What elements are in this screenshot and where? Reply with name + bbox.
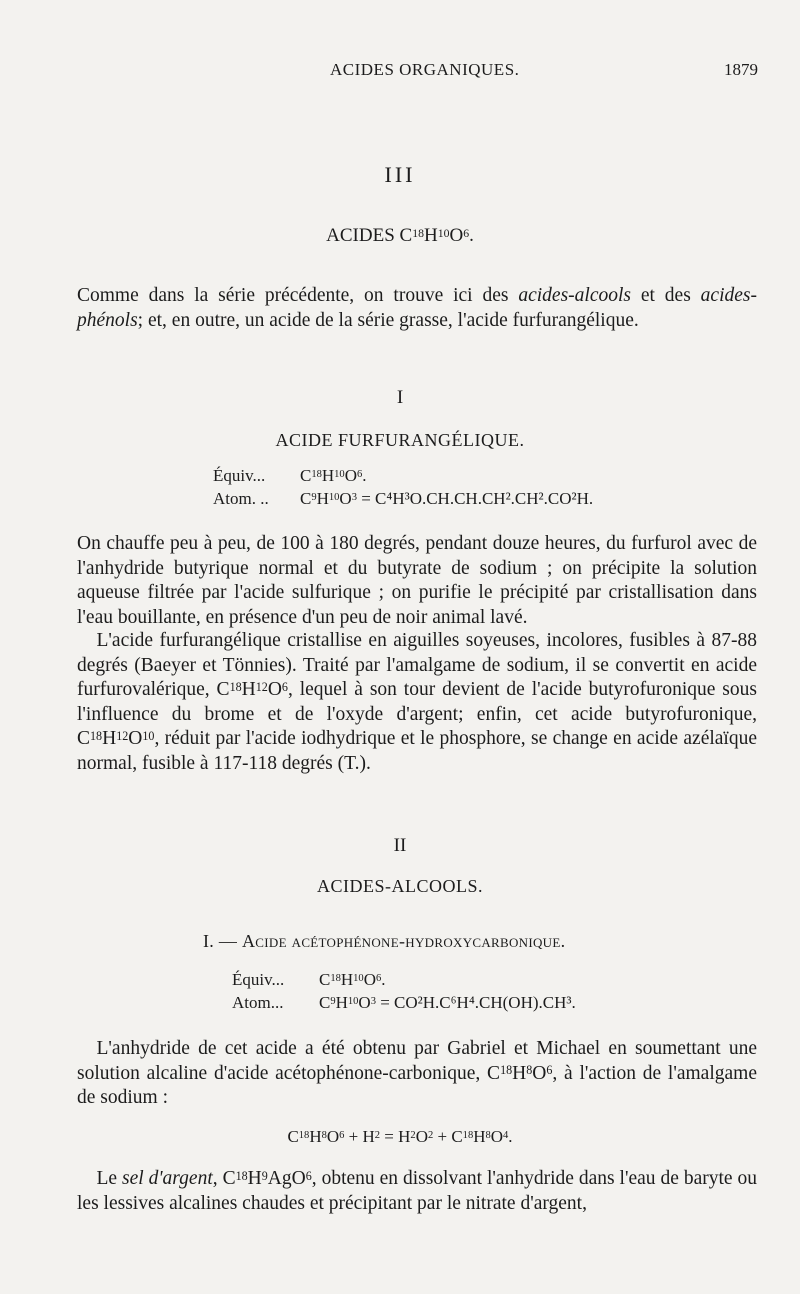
intro-paragraph: Comme dans la série précédente, on trouve ici des acides-alcools et des acides-phénols; et, en outre, un acide de la série grasse, l'acide furfurangélique. (77, 285, 757, 331)
part1-paragraph-2: L'acide furfurangélique cristallise en aiguilles soyeuses, incolores, fusibles à 87-88 degrés (Baeyer et Tönnies). Traité par l'amalgame de sodium, il se convertit en acide furfurovalérique, $C^{18}H^{12}O^6$, lequel à son tour devient de l'acide butyrofuronique sous l'influence du brome et de l'oxyde d'argent; enfin, cet acide butyrofuronique, $C^{18}H^{12}O^{10}$, réduit par l'acide iodhydrique et le phosphore, se change en acide azélaïque normal, fusible à 117-118 degrés (T.). (77, 630, 757, 774)
part2-title: ACIDES-ALCOOLS. (316, 876, 483, 896)
part1-number: I (396, 387, 404, 408)
atom-line: Atom. .. $C^9H^{10}O^3 = C^4H^3O.CH.CH.CH^2.CH^2.CO^2H$. (213, 489, 594, 508)
part1-title: ACIDE FURFURANGÉLIQUE. (275, 430, 525, 450)
part1-formula-block (213, 464, 593, 510)
equiv-line-2: Équiv... $C^{18}H^{10}O^6$. (232, 970, 386, 989)
part2-subtitle: I. — Acide acétophénone-hydroxycarbonique. (203, 931, 566, 951)
part1-paragraph-1: On chauffe peu à peu, de 100 à 180 degrés, pendant douze heures, du furfurol avec de l'anhydride butyrique normal et du butyrate de sodium ; on précipite la solution aqueuse filtrée par l'acide sulfurique ; on purifie le précipité par cristallisation dans l'eau bouillante, en présence d'un peu de noir animal lavé. (77, 533, 757, 628)
part2-number: II (393, 835, 407, 856)
section-title: ACIDES $C^{18}H^{10}O^6$. (326, 225, 474, 246)
part2-paragraph-1: L'anhydride de cet acide a été obtenu par Gabriel et Michael en soumettant une solution alcaline d'acide acétophénone-carbonique, $C^{18}H^8O^6$, à l'action de l'amalgame de sodium : (77, 1038, 757, 1108)
page-number: 1879 (724, 60, 758, 79)
atom-line-2: Atom... $C^9H^{10}O^3 = CO^2H.C^6H^4.CH(OH).CH^3$. (232, 993, 576, 1012)
reaction-equation: $C^{18}H^8O^6 + H^2 = H^2O^2 + C^{18}H^8O^4$. (287, 1127, 513, 1146)
running-title: ACIDES ORGANIQUES. (330, 60, 520, 79)
section-number: III (384, 162, 416, 187)
part2-formula-block (232, 968, 576, 1014)
part2-paragraph-2: Le sel d'argent, $C^{18}H^9AgO^6$, obtenu en dissolvant l'anhydride dans l'eau de baryte ou les lessives alcalines chaudes et précipitant par le nitrate d'argent, (77, 1168, 757, 1214)
running-head (0, 60, 800, 84)
equiv-line: Équiv... $C^{18}H^{10}O^6$. (213, 466, 367, 485)
